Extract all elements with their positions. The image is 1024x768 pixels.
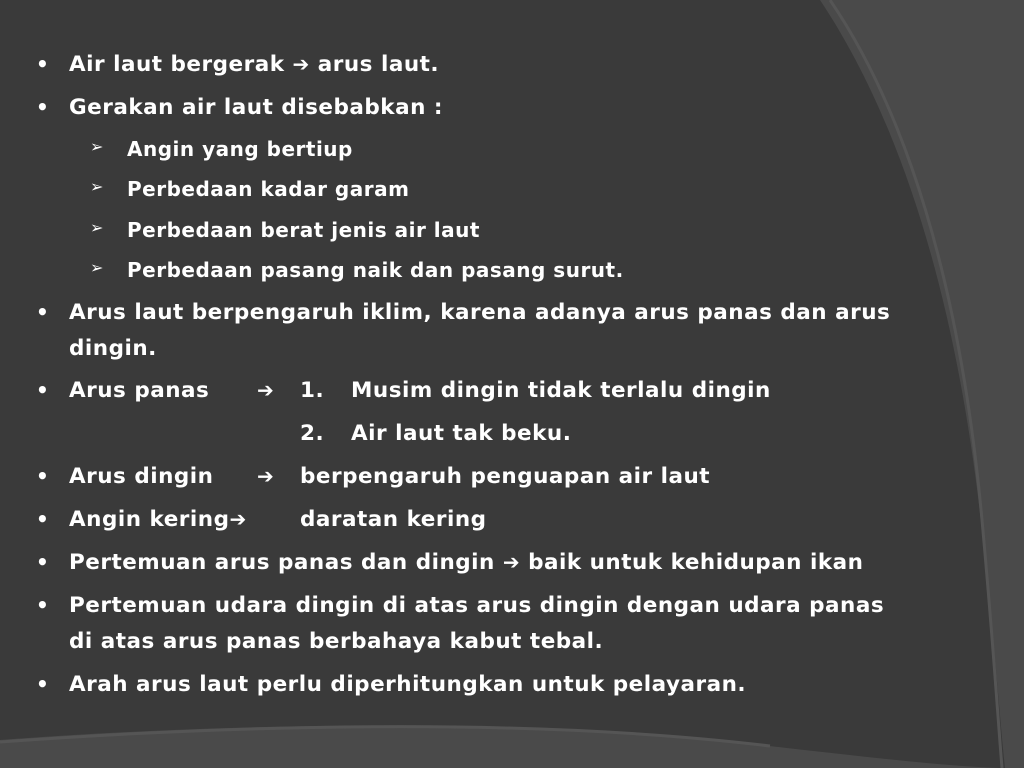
numbered-text: Musim dingin tidak terlalu dingin — [351, 378, 771, 403]
right-arrow-icon: ➔ — [257, 378, 275, 402]
list-item-label: Arus dingin — [69, 464, 214, 489]
numbered-marker: 2. — [300, 421, 325, 446]
bullet-icon: • — [36, 52, 50, 76]
numbered-marker: 1. — [300, 378, 325, 403]
list-item-value: daratan kering — [300, 507, 487, 532]
sub-list-item-text: Perbedaan pasang naik dan pasang surut. — [127, 258, 624, 282]
list-item-label: Angin kering➔ — [69, 507, 247, 532]
chevron-arrow-icon: ➢ — [90, 258, 104, 277]
list-item-text-line2: dingin. — [69, 336, 157, 361]
right-arrow-icon: ➔ — [229, 507, 247, 531]
bullet-icon: • — [36, 95, 50, 119]
bullet-icon: • — [36, 378, 50, 402]
bullet-icon: • — [36, 507, 50, 531]
right-arrow-icon: ➔ — [502, 550, 521, 574]
list-item-label: Arus panas — [69, 378, 210, 403]
sub-list-item-text: Perbedaan kadar garam — [127, 177, 410, 201]
list-item-text: Gerakan air laut disebabkan : — [69, 95, 443, 120]
right-arrow-icon: ➔ — [292, 52, 310, 76]
bullet-icon: • — [36, 672, 50, 696]
bullet-icon: • — [36, 593, 50, 617]
sub-list-item-text: Angin yang bertiup — [127, 137, 353, 161]
chevron-arrow-icon: ➢ — [90, 137, 104, 156]
list-item-value: berpengaruh penguapan air laut — [300, 464, 711, 489]
bullet-icon: • — [36, 464, 50, 488]
list-item-text: Arah arus laut perlu diperhitungkan untuk pelayaran. — [69, 672, 747, 697]
list-item-text: Air laut bergerak ➔ arus laut. — [69, 52, 440, 77]
chevron-arrow-icon: ➢ — [90, 177, 104, 196]
right-arrow-icon: ➔ — [257, 464, 275, 488]
list-item-text-line1: Pertemuan udara dingin di atas arus dingin dengan udara panas — [69, 593, 885, 618]
list-item-text-line2: di atas arus panas berbahaya kabut tebal. — [69, 629, 604, 654]
bullet-icon: • — [36, 550, 50, 574]
list-item-text: Pertemuan arus panas dan dingin ➔ baik untuk kehidupan ikan — [69, 550, 864, 575]
chevron-arrow-icon: ➢ — [90, 218, 104, 237]
bullet-icon: • — [36, 300, 50, 324]
numbered-text: Air laut tak beku. — [351, 421, 572, 446]
list-item-text-line1: Arus laut berpengaruh iklim, karena adanya arus panas dan arus — [69, 300, 891, 325]
sub-list-item-text: Perbedaan berat jenis air laut — [127, 218, 480, 242]
